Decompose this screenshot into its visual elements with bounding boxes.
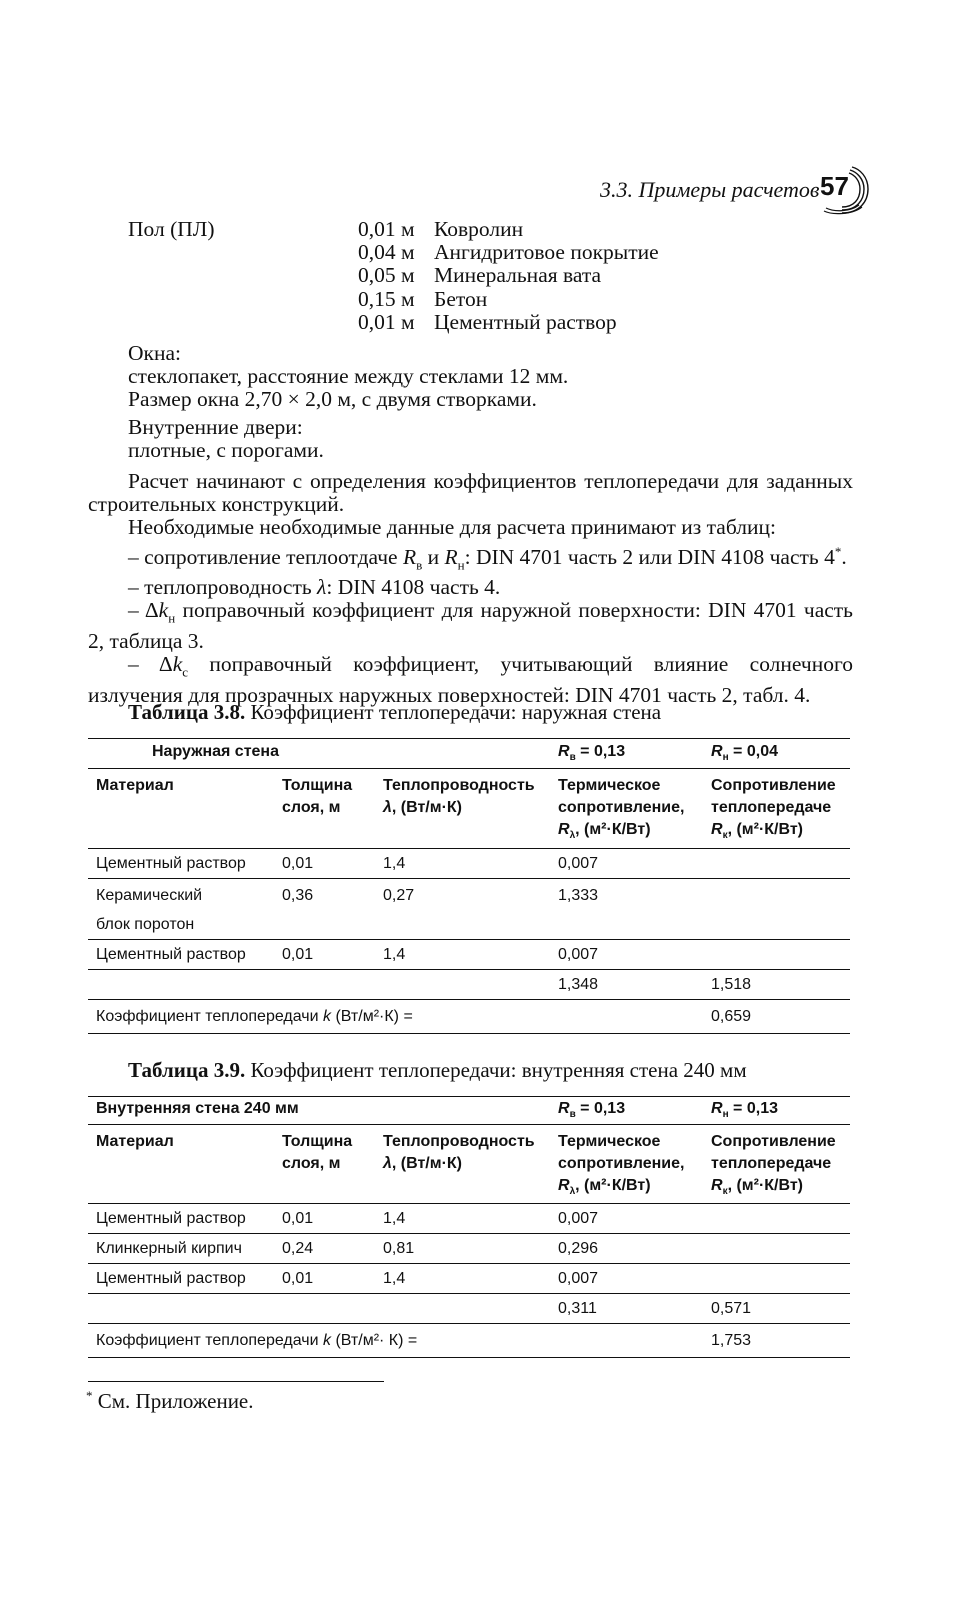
floor-label: Пол (ПЛ) bbox=[128, 217, 215, 241]
table-header-row: Материал Толщина слоя, м Теплопроводность λ, (Вт/м·К) Термическое сопротивление, $R_\lambda$, (м²·К/Вт) Сопротивление теплопередаче $R_к$, (м²·К/Вт) bbox=[88, 769, 850, 849]
floor-layer-list bbox=[358, 218, 659, 334]
windows-line: Размер окна 2,70 × 2,0 м, с двумя створками. bbox=[128, 387, 537, 412]
floor-layer: 0,04 м Ангидритовое покрытие bbox=[358, 240, 659, 265]
running-section-title: 3.3. Примеры расчетов bbox=[600, 177, 820, 202]
table-row: Керамический блок поротон 0,36 0,27 1,333 bbox=[88, 879, 850, 940]
table-sum-row: 1,348 1,518 bbox=[88, 970, 850, 1000]
floor-layer: 0,01 м Цементный раствор bbox=[358, 309, 617, 334]
page-number: 57 bbox=[820, 171, 849, 201]
table-group-header: Наружная стена $R_в = 0,13$ $R_н = 0,04$ bbox=[88, 739, 850, 769]
windows-line: стеклопакет, расстояние между стеклами 12 мм. bbox=[128, 364, 569, 389]
table-caption: Таблица 3.9. Коэффициент теплопередачи: внутренняя стена 240 мм bbox=[128, 1058, 747, 1082]
table-row: Клинкерный кирпич 0,24 0,81 0,296 bbox=[88, 1234, 850, 1264]
windows-doors-block bbox=[128, 342, 868, 462]
body-text bbox=[88, 470, 853, 707]
bullet-item: – сопротивление теплоотдаче $R_в$ и $R_н$: DIN 4701 часть 2 или DIN 4108 часть 4*. bbox=[128, 543, 847, 573]
footnote-divider bbox=[88, 1381, 384, 1382]
table-row: Цементный раствор 0,01 1,4 0,007 bbox=[88, 849, 850, 879]
table-row: Цементный раствор 0,01 1,4 0,007 bbox=[88, 940, 850, 970]
table-k-row: Коэффициент теплопередачи k (Вт/м²·К) = 0,659 bbox=[88, 1000, 850, 1034]
floor-layer: 0,15 м Бетон bbox=[358, 286, 488, 311]
table-group-header: Внутренняя стена 240 мм $R_в = 0,13$ $R_н = 0,13$ bbox=[88, 1097, 850, 1125]
table-header-row: Материал Толщина слоя, м Теплопроводность λ, (Вт/м·К) Термическое сопротивление, $R_\lambda$, (м²·К/Вт) Сопротивление теплопередаче $R_к$, (м²·К/Вт) bbox=[88, 1125, 850, 1204]
windows-heading: Окна: bbox=[128, 341, 181, 365]
floor-layer: 0,01 м Ковролин bbox=[358, 217, 524, 241]
bullet-item: – $\Delta k_с$ поправочный коэффициент, учитывающий влияние солнечного излучения для прозрачных наружных поверхностей: DIN 4701 часть 2, табл. 4. bbox=[88, 652, 854, 707]
table-caption: Таблица 3.8. Коэффициент теплопередачи: наружная стена bbox=[128, 700, 662, 724]
paragraph: Необходимые необходимые данные для расчета принимают из таблиц: bbox=[128, 515, 776, 540]
table-row: Цементный раствор 0,01 1,4 0,007 bbox=[88, 1204, 850, 1234]
data-table bbox=[88, 1096, 850, 1358]
table-sum-row: 0,311 0,571 bbox=[88, 1294, 850, 1324]
table-row: Цементный раствор 0,01 1,4 0,007 bbox=[88, 1264, 850, 1294]
doors-line: плотные, с порогами. bbox=[128, 437, 324, 462]
page-header bbox=[0, 165, 971, 215]
paragraph: Расчет начинают с определения коэффициентов теплопередачи для заданных строительных конструкций. bbox=[88, 469, 853, 517]
bullet-item: – $\Delta k_н$ поправочный коэффициент для наружной поверхности: DIN 4701 часть 2, таблица 3. bbox=[88, 598, 853, 653]
table-k-row: Коэффициент теплопередачи k (Вт/м²· К) = 1,753 bbox=[88, 1324, 850, 1358]
floor-layer: 0,05 м Минеральная вата bbox=[358, 263, 602, 288]
data-table bbox=[88, 738, 850, 1034]
footnote: * См. Приложение. bbox=[86, 1388, 254, 1413]
bullet-item: – теплопроводность λ: DIN 4108 часть 4. bbox=[128, 575, 501, 600]
doors-heading: Внутренние двери: bbox=[128, 414, 303, 439]
